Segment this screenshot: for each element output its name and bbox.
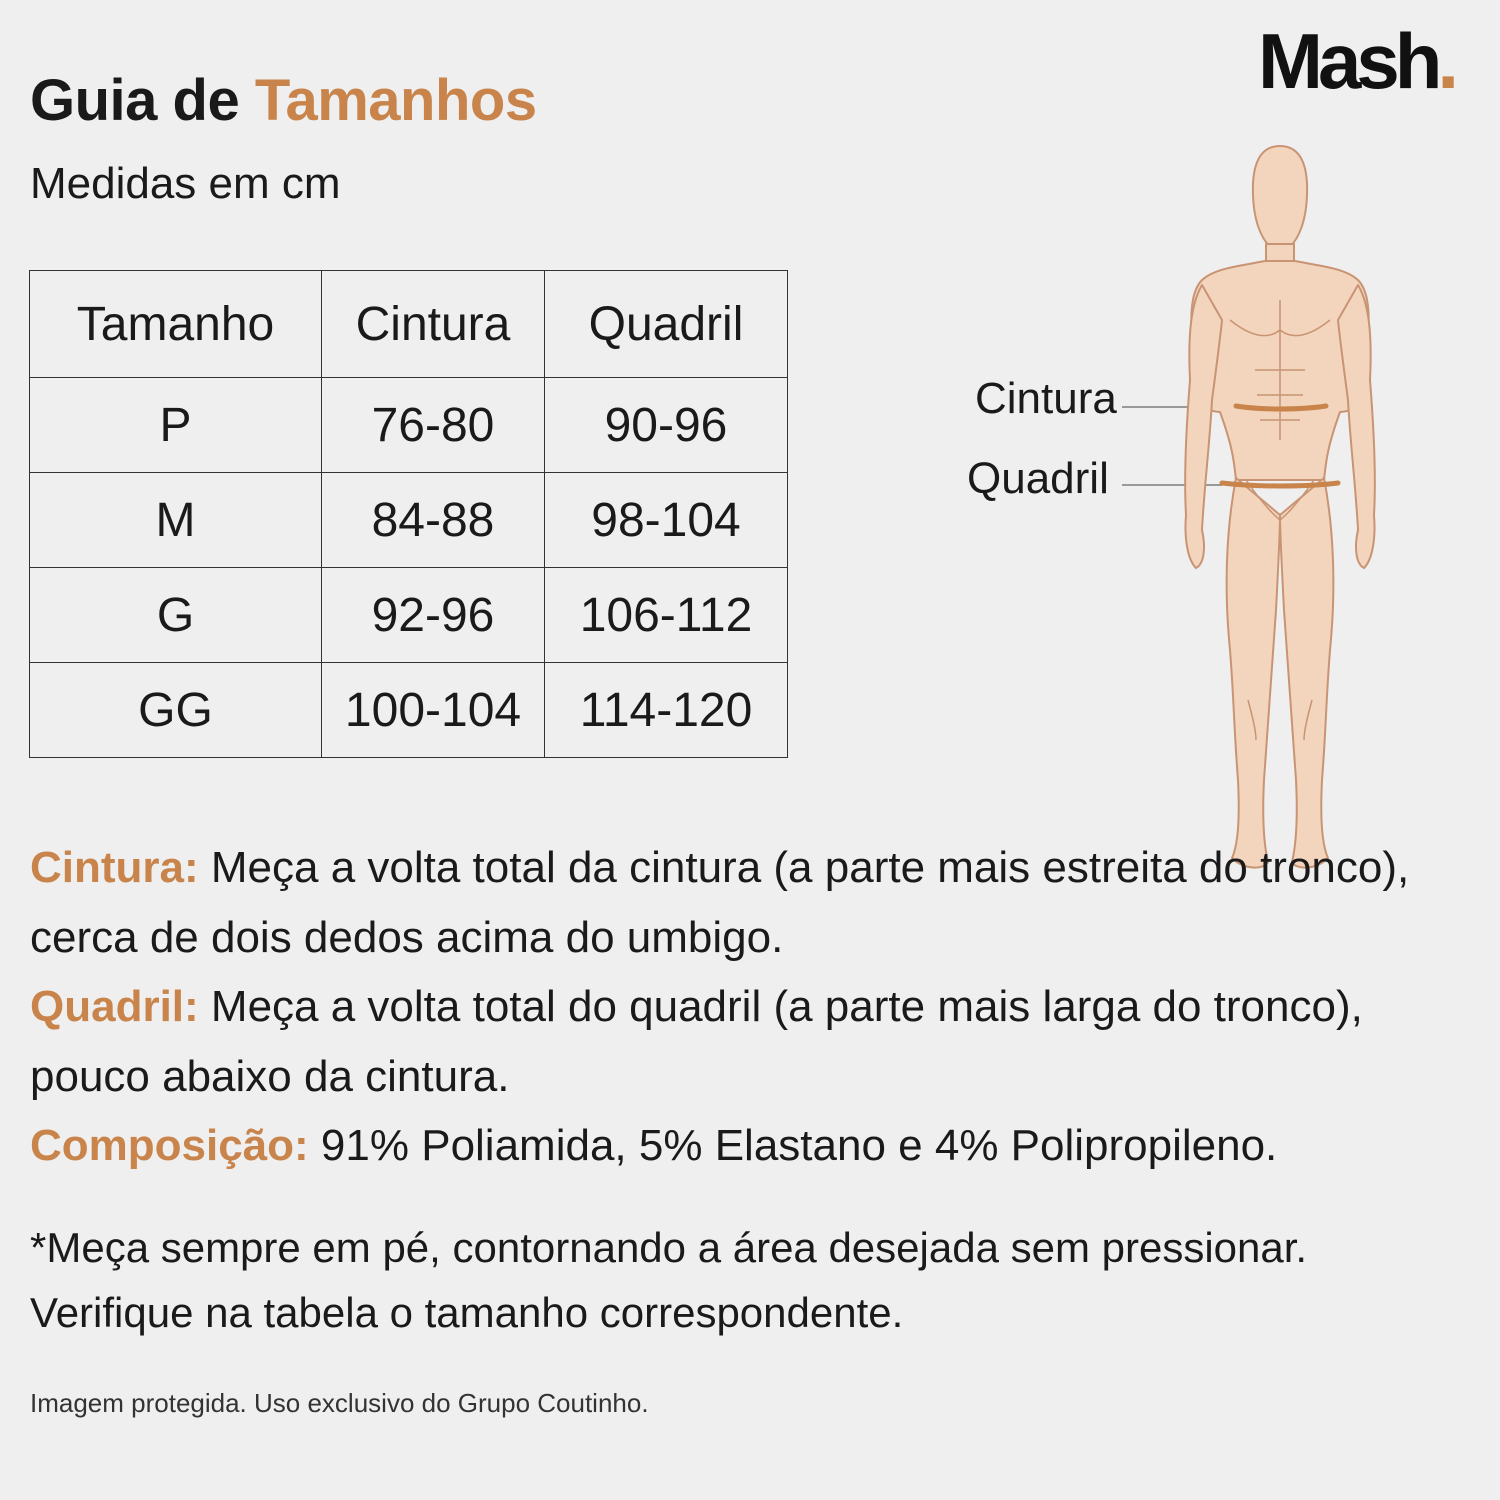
waist-cell: 100-104 [322, 663, 545, 758]
human-body-figure-icon [1160, 140, 1400, 880]
size-cell: P [30, 378, 322, 473]
table-header-row [30, 271, 788, 378]
size-cell: G [30, 568, 322, 663]
waist-cell: 84-88 [322, 473, 545, 568]
waist-cell: 76-80 [322, 378, 545, 473]
title-accent: Tamanhos [254, 68, 537, 133]
waist-cell: 92-96 [322, 568, 545, 663]
logo-text: Mash [1258, 17, 1438, 105]
table-row [30, 378, 788, 473]
waist-desc-text: Meça a volta total da cintura (a parte mais estreita do tronco), cerca de dois dedos acima do umbigo. [30, 843, 1410, 962]
hip-desc-label: Quadril: [30, 982, 199, 1031]
title-prefix: Guia de [30, 68, 240, 133]
header-size: Tamanho [30, 271, 322, 378]
size-cell: GG [30, 663, 322, 758]
composition-label: Composição: [30, 1121, 309, 1170]
waist-desc-label: Cintura: [30, 843, 199, 892]
table-row [30, 473, 788, 568]
size-table [29, 270, 788, 758]
brand-logo [1258, 17, 1460, 105]
hip-desc-text: Meça a volta total do quadril (a parte mais larga do tronco), pouco abaixo da cintura. [30, 982, 1363, 1101]
table-row [30, 568, 788, 663]
hip-cell: 106-112 [545, 568, 788, 663]
logo-dot: . [1437, 17, 1460, 105]
hip-cell: 90-96 [545, 378, 788, 473]
page-subtitle: Medidas em cm [30, 159, 341, 208]
footer-disclaimer: Imagem protegida. Uso exclusivo do Grupo Coutinho. [30, 1388, 649, 1418]
measuring-note: *Meça sempre em pé, contornando a área desejada sem pressionar. Verifique na tabela o tamanho correspondente. [30, 1224, 1308, 1336]
figure-hip-label: Quadril [967, 454, 1109, 503]
measurement-descriptions [30, 833, 1470, 1181]
size-cell: M [30, 473, 322, 568]
header-waist: Cintura [322, 271, 545, 378]
page-title [30, 68, 537, 133]
hip-cell: 114-120 [545, 663, 788, 758]
hip-cell: 98-104 [545, 473, 788, 568]
figure-waist-label: Cintura [975, 374, 1117, 423]
header-hip: Quadril [545, 271, 788, 378]
composition-text: 91% Poliamida, 5% Elastano e 4% Polipropileno. [308, 1121, 1278, 1170]
table-row [30, 663, 788, 758]
